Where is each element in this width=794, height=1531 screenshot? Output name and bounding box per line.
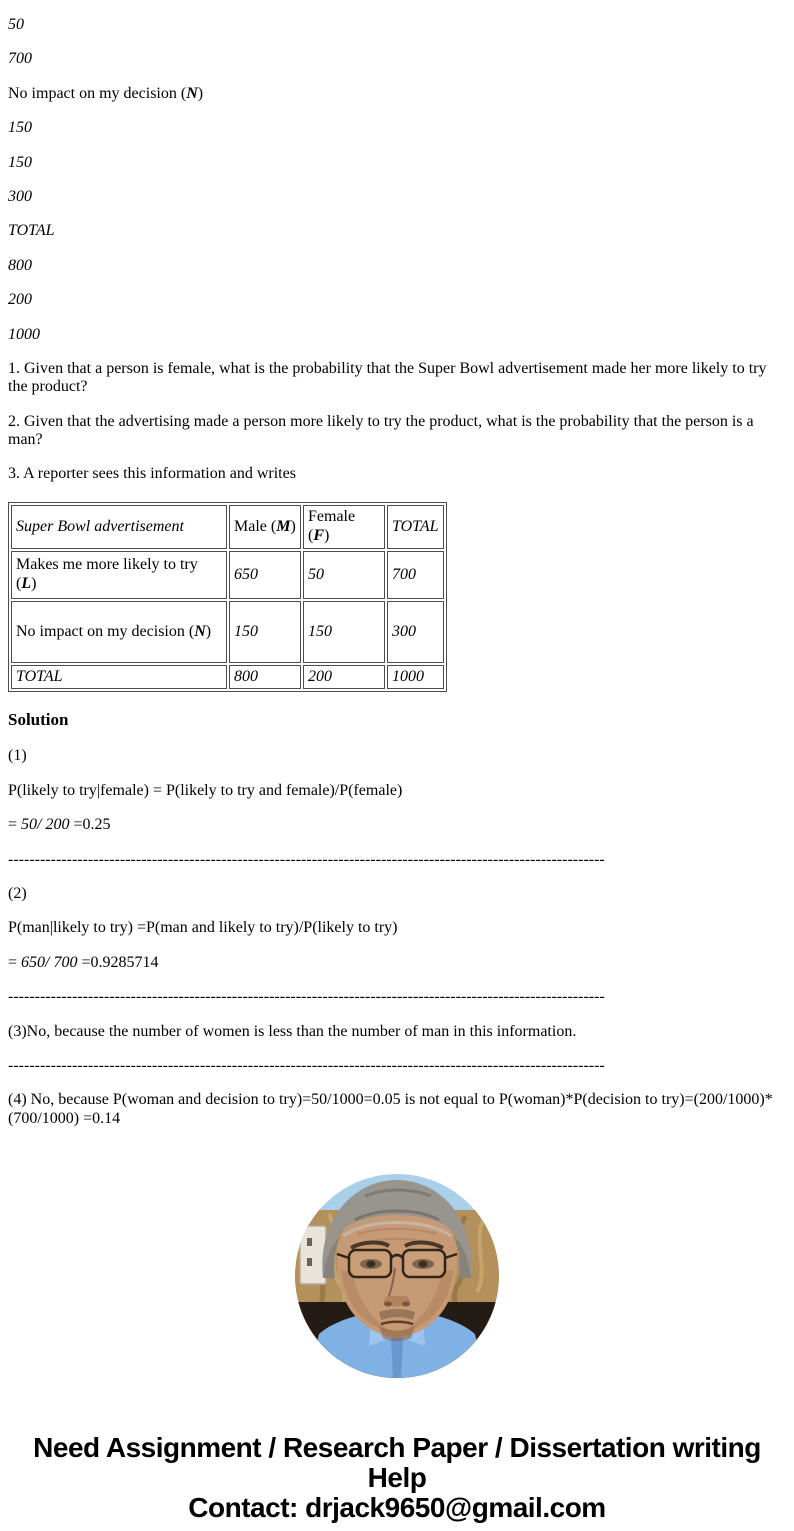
- dashed-divider: ----------------------------------------------------------------------------------------------------------------: [8, 988, 605, 1006]
- table-header-cell: [303, 505, 385, 549]
- label-text: ): [31, 574, 37, 592]
- orphan-value: 1000: [8, 325, 40, 343]
- solution-part-4: (4) No, because P(woman and decision to try)=50/1000=0.05 is not equal to P(woman)*P(decision to try)=(200/1000)*(700/1000) =0.14: [8, 1091, 773, 1127]
- equation-fraction: 50/ 200: [21, 816, 70, 834]
- header-text: Female (: [308, 508, 356, 544]
- value-cell: 700: [387, 551, 444, 599]
- promo-footer: [8, 1433, 786, 1523]
- table-header-row: [11, 505, 444, 549]
- label-text: No impact on my decision (: [8, 84, 187, 102]
- orphan-value: 700: [8, 50, 32, 68]
- solution-formula: P(man|likely to try) =P(man and likely to try)/P(likely to try): [8, 919, 398, 937]
- label-text: ): [197, 84, 204, 102]
- table-total-row: [11, 665, 444, 689]
- label-text: No impact on my decision (: [16, 622, 195, 640]
- solution-equation: [8, 954, 786, 972]
- value-cell: 50: [303, 551, 385, 599]
- value-cell: 1000: [387, 665, 444, 689]
- orphan-value: 50: [8, 16, 24, 33]
- table-header-cell: [229, 505, 301, 549]
- header-text: Male (: [234, 517, 277, 535]
- row-label-cell: [11, 601, 227, 663]
- value-cell: 650: [229, 551, 301, 599]
- header-variable: M: [276, 517, 291, 535]
- solution-formula: P(likely to try|female) = P(likely to try and female)/P(female): [8, 781, 403, 799]
- question-2: 2. Given that the advertising made a person more likely to try the product, what is the probability that the person is a man?: [8, 412, 754, 449]
- value-cell: 150: [303, 601, 385, 663]
- promo-footer-contact: Contact: drjack9650@gmail.com: [188, 1492, 606, 1524]
- orphan-value: 150: [8, 153, 32, 171]
- solution-heading: Solution: [8, 709, 69, 729]
- orphan-row-label: [8, 85, 786, 103]
- document-body: [8, 16, 786, 1523]
- value-cell: 800: [229, 665, 301, 689]
- equation-result: =0.25: [69, 816, 111, 834]
- contingency-table: [8, 502, 447, 692]
- value-cell: 150: [229, 601, 301, 663]
- row-label-cell: [11, 551, 227, 599]
- label-variable: N: [194, 622, 206, 640]
- orphan-value: 150: [8, 119, 32, 137]
- equation-text: =: [8, 953, 22, 971]
- promo-footer-line: Need Assignment / Research Paper / Dissertation writing Help: [33, 1432, 761, 1494]
- row-label-cell: TOTAL: [11, 665, 227, 689]
- value-cell: 200: [303, 665, 385, 689]
- solution-equation: [8, 816, 786, 834]
- equation-text: =: [8, 816, 22, 834]
- label-variable: N: [186, 84, 198, 102]
- portrait-photo-container: [8, 1174, 786, 1383]
- question-3: 3. A reporter sees this information and writes: [8, 465, 296, 483]
- header-text: ): [324, 526, 330, 544]
- man-portrait-photo: [295, 1174, 499, 1378]
- orphan-value: 300: [8, 187, 32, 205]
- label-text: ): [205, 622, 212, 640]
- table-row: [11, 551, 444, 599]
- value-cell: 300: [387, 601, 444, 663]
- equation-fraction: 650/ 700: [21, 953, 78, 971]
- header-text: ): [290, 517, 296, 535]
- equation-result: =0.9285714: [77, 953, 159, 971]
- label-text: Makes me more likely to try (: [16, 556, 198, 592]
- orphan-value: 800: [8, 256, 32, 274]
- header-variable: F: [313, 526, 324, 544]
- table-row: [11, 601, 444, 663]
- orphan-value: 200: [8, 291, 32, 309]
- dashed-divider: ----------------------------------------------------------------------------------------------------------------: [8, 850, 605, 868]
- solution-part-label: (2): [8, 884, 27, 902]
- solution-part-label: (1): [8, 747, 27, 765]
- question-1: 1. Given that a person is female, what is the probability that the Super Bowl advertisement made her more likely to try the product?: [8, 359, 767, 396]
- dashed-divider: ----------------------------------------------------------------------------------------------------------------: [8, 1056, 605, 1074]
- solution-part-3: (3)No, because the number of women is less than the number of man in this information.: [8, 1022, 577, 1040]
- table-header-cell: Super Bowl advertisement: [11, 505, 227, 549]
- table-header-cell: TOTAL: [387, 505, 444, 549]
- orphan-total-label: TOTAL: [8, 222, 55, 240]
- label-variable: L: [21, 574, 32, 592]
